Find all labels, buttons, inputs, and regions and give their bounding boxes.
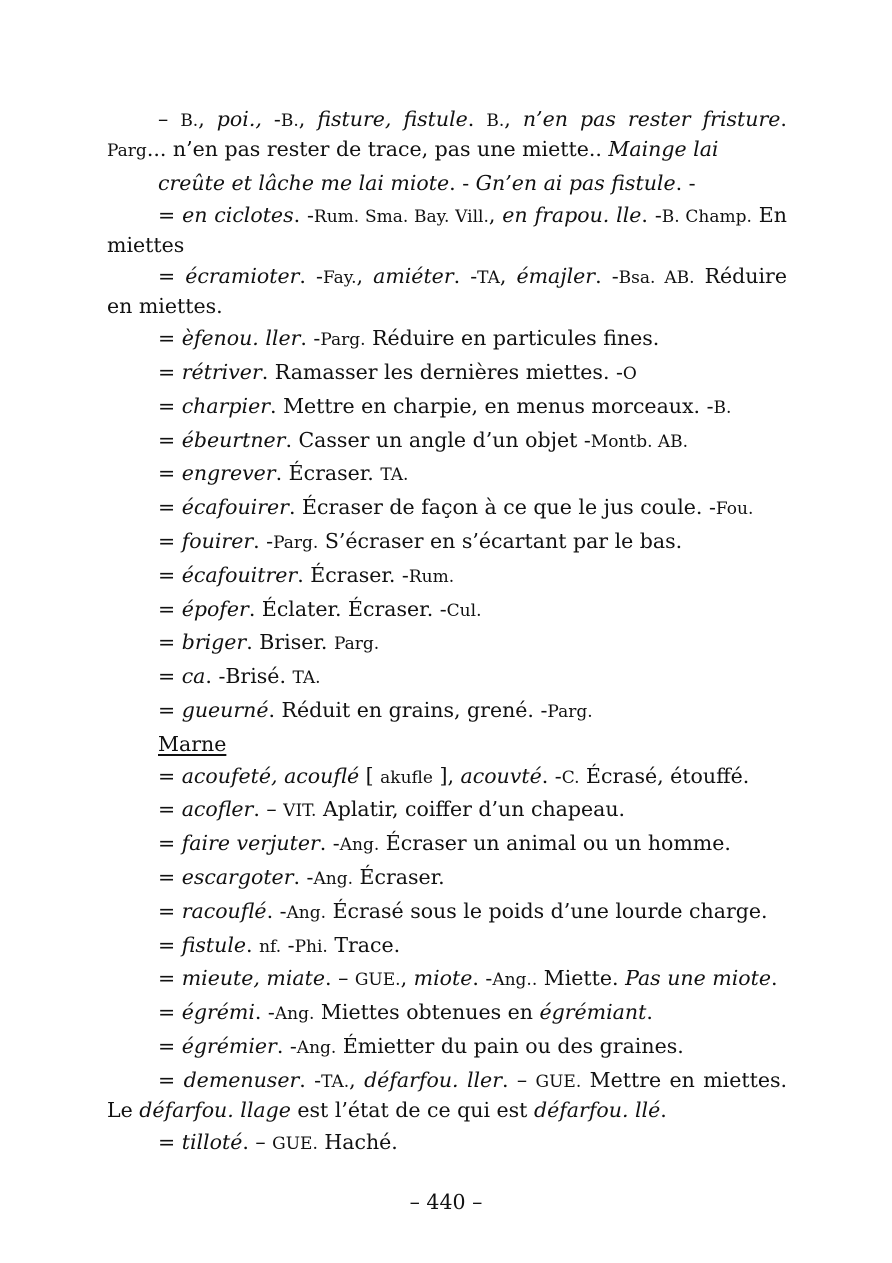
locality-abbrev: TA. [321,1071,350,1092]
entry-text: . [770,966,778,991]
entry-text: = [158,630,182,655]
dictionary-entry [107,358,787,388]
locality-abbrev: Ang. [286,902,327,923]
entry-text: Réduire en particules fines. [365,326,660,351]
entry-text: . Écraser de façon à ce que le jus coule. - [288,495,716,520]
entry-text: = [158,1067,184,1092]
dictionary-entry [107,897,787,927]
entry-text: - [281,932,295,957]
entry-text: = [158,697,182,722]
entry-text: . - [319,831,340,856]
entry-text: , [356,264,374,289]
dictionary-entry [107,527,787,557]
entry-text: . Ramasser les dernières miettes. - [261,359,623,384]
entry-text: . [780,107,787,131]
entry-text: – [158,107,181,131]
dialect-word: miote [413,966,473,991]
locality-abbrev: Parg [107,141,147,161]
dialect-word: égrémier [181,1033,277,1058]
entry-text: . Casser un angle d’un objet - [285,427,591,452]
dictionary-entry [107,426,787,456]
dictionary-entry [107,105,787,165]
dictionary-entry [107,169,787,197]
entry-text: Écrasé sous le poids d’une lourde charge. [326,898,768,923]
entry-text: = [158,966,182,991]
locality-abbrev: TA. [292,668,321,689]
dialect-word: ca [181,664,206,689]
dialect-word: poi., [216,107,262,131]
entry-text: . - [595,264,619,289]
entry-text: = [158,393,182,418]
entry-text: = [158,562,182,587]
dialect-word: égrémiant [539,1000,647,1025]
dialect-word: escargoter [181,864,294,889]
dictionary-entry [107,459,787,489]
locality-abbrev: GUE. [272,1133,318,1154]
entry-text: Miette. [537,966,626,991]
entry-text: . - [253,528,274,553]
locality-abbrev: Parg. [320,330,366,351]
dictionary-entry [107,262,787,320]
section-heading: Marne [158,731,227,756]
entry-text: , [488,202,503,227]
entry-text: . - [299,1067,322,1092]
dialect-word: épofer [181,596,249,621]
locality-abbrev: B. [713,397,732,418]
page-body [107,105,787,1161]
locality-abbrev: Montb. AB. [590,431,689,452]
dialect-word: n’en pas rester fristure [522,107,781,131]
dialect-word: égrémi [181,1000,255,1025]
entry-text: , [499,264,517,289]
entry-text: = [158,359,182,384]
dialect-word: émajler [516,264,596,289]
entry-text: . – [325,966,355,991]
dictionary-entry [107,662,787,692]
entry-text: , [400,966,414,991]
entry-text: Trace. [327,932,401,957]
entry-text: = [158,461,182,486]
entry-text: , [198,107,217,131]
dialect-word: fistule [181,932,247,957]
locality-abbrev: Cul. [446,600,482,621]
entry-text: . - [276,1033,297,1058]
entry-text: = [158,1033,182,1058]
entry-text: . Écraser. - [297,562,409,587]
entry-text: , [504,107,523,131]
entry-text: . – [502,1067,536,1092]
entry-text: . - [541,763,562,788]
entry-text: Réduire en miettes. [107,264,787,319]
entry-text: . - [449,170,476,195]
entry-text: = [158,495,182,520]
dictionary-entry [107,595,787,625]
dictionary-entry [107,493,787,523]
locality-abbrev: O [622,363,637,384]
entry-text: est l’état de ce qui est [290,1097,534,1122]
locality-abbrev: Bsa. AB. [618,268,695,289]
entry-text: . - [254,1000,275,1025]
entry-text: . – [253,797,284,822]
dictionary-entry [107,931,787,961]
locality-abbrev: Parg. [333,634,380,655]
dialect-word: écafouitrer [181,562,298,587]
entry-text: S’écraser en s’écartant par le bas. [318,528,683,553]
locality-abbrev: C. [561,767,580,788]
dictionary-entry [107,829,787,859]
dictionary-entry [107,863,787,893]
dictionary-entry [107,1066,787,1124]
entry-text: = [158,427,182,452]
entry-text: = [158,202,183,227]
dialect-word: en ciclotes [182,202,294,227]
locality-abbrev: Ang. [296,1037,337,1058]
entry-text: ], [432,763,461,788]
locality-abbrev: Parg. [273,532,319,553]
entry-text: . Écraser. [275,461,381,486]
entry-text: . Réduit en grains, grené. - [268,697,548,722]
entry-text: . - [293,202,314,227]
dialect-word: Mainge lai [608,137,719,161]
dialect-word: défarfou. ller [364,1067,502,1092]
dictionary-entry [107,201,787,259]
entry-text: . - [641,202,662,227]
entry-text: = [158,664,182,689]
dialect-word: fisture, fistule [317,107,468,131]
dictionary-entry [107,392,787,422]
entry-text: = [158,864,182,889]
locality-abbrev: Ang. [274,1004,315,1025]
dialect-word: défarfou. llé [533,1097,661,1122]
entry-text: . Briser. [246,630,334,655]
entry-text: [ [359,763,381,788]
locality-abbrev: Parg. [547,701,593,722]
locality-abbrev: B. Champ. [661,206,752,227]
locality-abbrev: Rum. Sma. Bay. Vill. [313,206,489,227]
dialect-word: gueurné [181,697,269,722]
entry-text: - [261,107,281,131]
entry-text: Écraser un animal ou un homme. [379,831,731,856]
entry-text: . - [266,898,287,923]
entry-text: . Mettre en charpie, en menus morceaux. - [270,393,714,418]
entry-text: En miettes [107,202,787,257]
dictionary-entry [107,964,787,994]
entry-text: Aplatir, coiffer d’un chapeau. [316,797,626,822]
dictionary-entry [107,730,787,758]
entry-text: . [646,1000,653,1025]
locality-abbrev: B. [180,111,199,131]
dialect-word: demenuser [183,1067,300,1092]
entry-text: . - [300,326,321,351]
entry-text: . -Brisé. [205,664,293,689]
locality-abbrev: Rum. [408,566,455,587]
entry-text: . - [675,170,696,195]
locality-abbrev: VIT. [283,801,317,822]
entry-text: . [660,1097,667,1122]
dialect-word: fouirer [181,528,254,553]
locality-abbrev: akufle [380,767,433,788]
locality-abbrev: TA [477,268,500,289]
entry-text: Écrasé, étouffé. [579,763,750,788]
dialect-word: èfenou. ller [181,326,301,351]
dialect-word: amiéter [373,264,454,289]
entry-text: . – [242,1129,273,1154]
entry-text: = [158,797,182,822]
locality-abbrev: Fay. [322,268,357,289]
dialect-word: acoufeté, acouflé [181,763,360,788]
entry-text: Miettes obtenues en [314,1000,540,1025]
dialect-word: Pas une miote [625,966,771,991]
entry-text: Écraser. [352,864,445,889]
locality-abbrev: TA. [380,465,409,486]
locality-abbrev: Ang. [339,835,380,856]
entry-text: = [158,1000,182,1025]
entry-text: = [158,898,182,923]
dialect-word: ébeurtner [181,427,286,452]
dialect-word: creûte et lâche me lai miote [158,170,450,195]
locality-abbrev: B. [486,111,505,131]
entry-text: . Éclater. Écraser. - [248,596,447,621]
entry-text: Mettre en miettes. Le [107,1067,787,1122]
dialect-word: acofler [181,797,254,822]
locality-abbrev: Ang. [313,868,353,889]
entry-text: , [349,1067,365,1092]
entry-text: = [158,326,182,351]
dialect-word: mieute, miate [181,966,326,991]
entry-text: . [246,932,260,957]
locality-abbrev: Fou. [715,499,754,520]
entry-text: . - [293,864,314,889]
entry-text: , [298,107,318,131]
dictionary-entry [107,1128,787,1158]
dialect-word: rétriver [181,359,262,384]
dialect-word: Gn’en ai pas fistule [475,170,676,195]
dialect-word: écramioter [185,264,300,289]
dictionary-entry [107,696,787,726]
dialect-word: écafouirer [181,495,289,520]
entry-text: . - [472,966,493,991]
entry-text: = [158,831,182,856]
locality-abbrev: GUE. [535,1071,582,1092]
dialect-word: tilloté [181,1129,243,1154]
locality-abbrev: Ang.. [492,970,538,991]
entry-text: = [158,528,182,553]
dialect-word: en frapou. lle [502,202,642,227]
page-number: – 440 – [409,1190,483,1214]
dictionary-entry [107,998,787,1028]
dictionary-entry [107,561,787,591]
entry-text: = [158,264,186,289]
entry-text: = [158,932,182,957]
entry-text: ... n’en pas rester de trace, pas une miette.. [146,137,609,161]
locality-abbrev: Phi. [294,936,328,957]
dialect-word: racouflé [181,898,267,923]
dialect-word: acouvté [460,763,542,788]
entry-text: . - [453,264,478,289]
locality-abbrev: nf. [259,936,282,957]
dictionary-entry [107,324,787,354]
dictionary-entry [107,628,787,658]
entry-text: Émietter du pain ou des graines. [336,1033,684,1058]
entry-text: = [158,1129,182,1154]
entry-text: = [158,763,182,788]
dictionary-entry [107,762,787,792]
dialect-word: briger [181,630,247,655]
locality-abbrev: B. [280,111,299,131]
entry-text: . [467,107,487,131]
dictionary-entry [107,1032,787,1062]
dialect-word: défarfou. llage [139,1097,291,1122]
dialect-word: faire verjuter [181,831,320,856]
entry-text: . - [299,264,323,289]
dialect-word: engrever [181,461,276,486]
entry-text: = [158,596,182,621]
locality-abbrev: GUE. [354,970,401,991]
dictionary-entry [107,795,787,825]
entry-text: Haché. [317,1129,398,1154]
dialect-word: charpier [181,393,271,418]
